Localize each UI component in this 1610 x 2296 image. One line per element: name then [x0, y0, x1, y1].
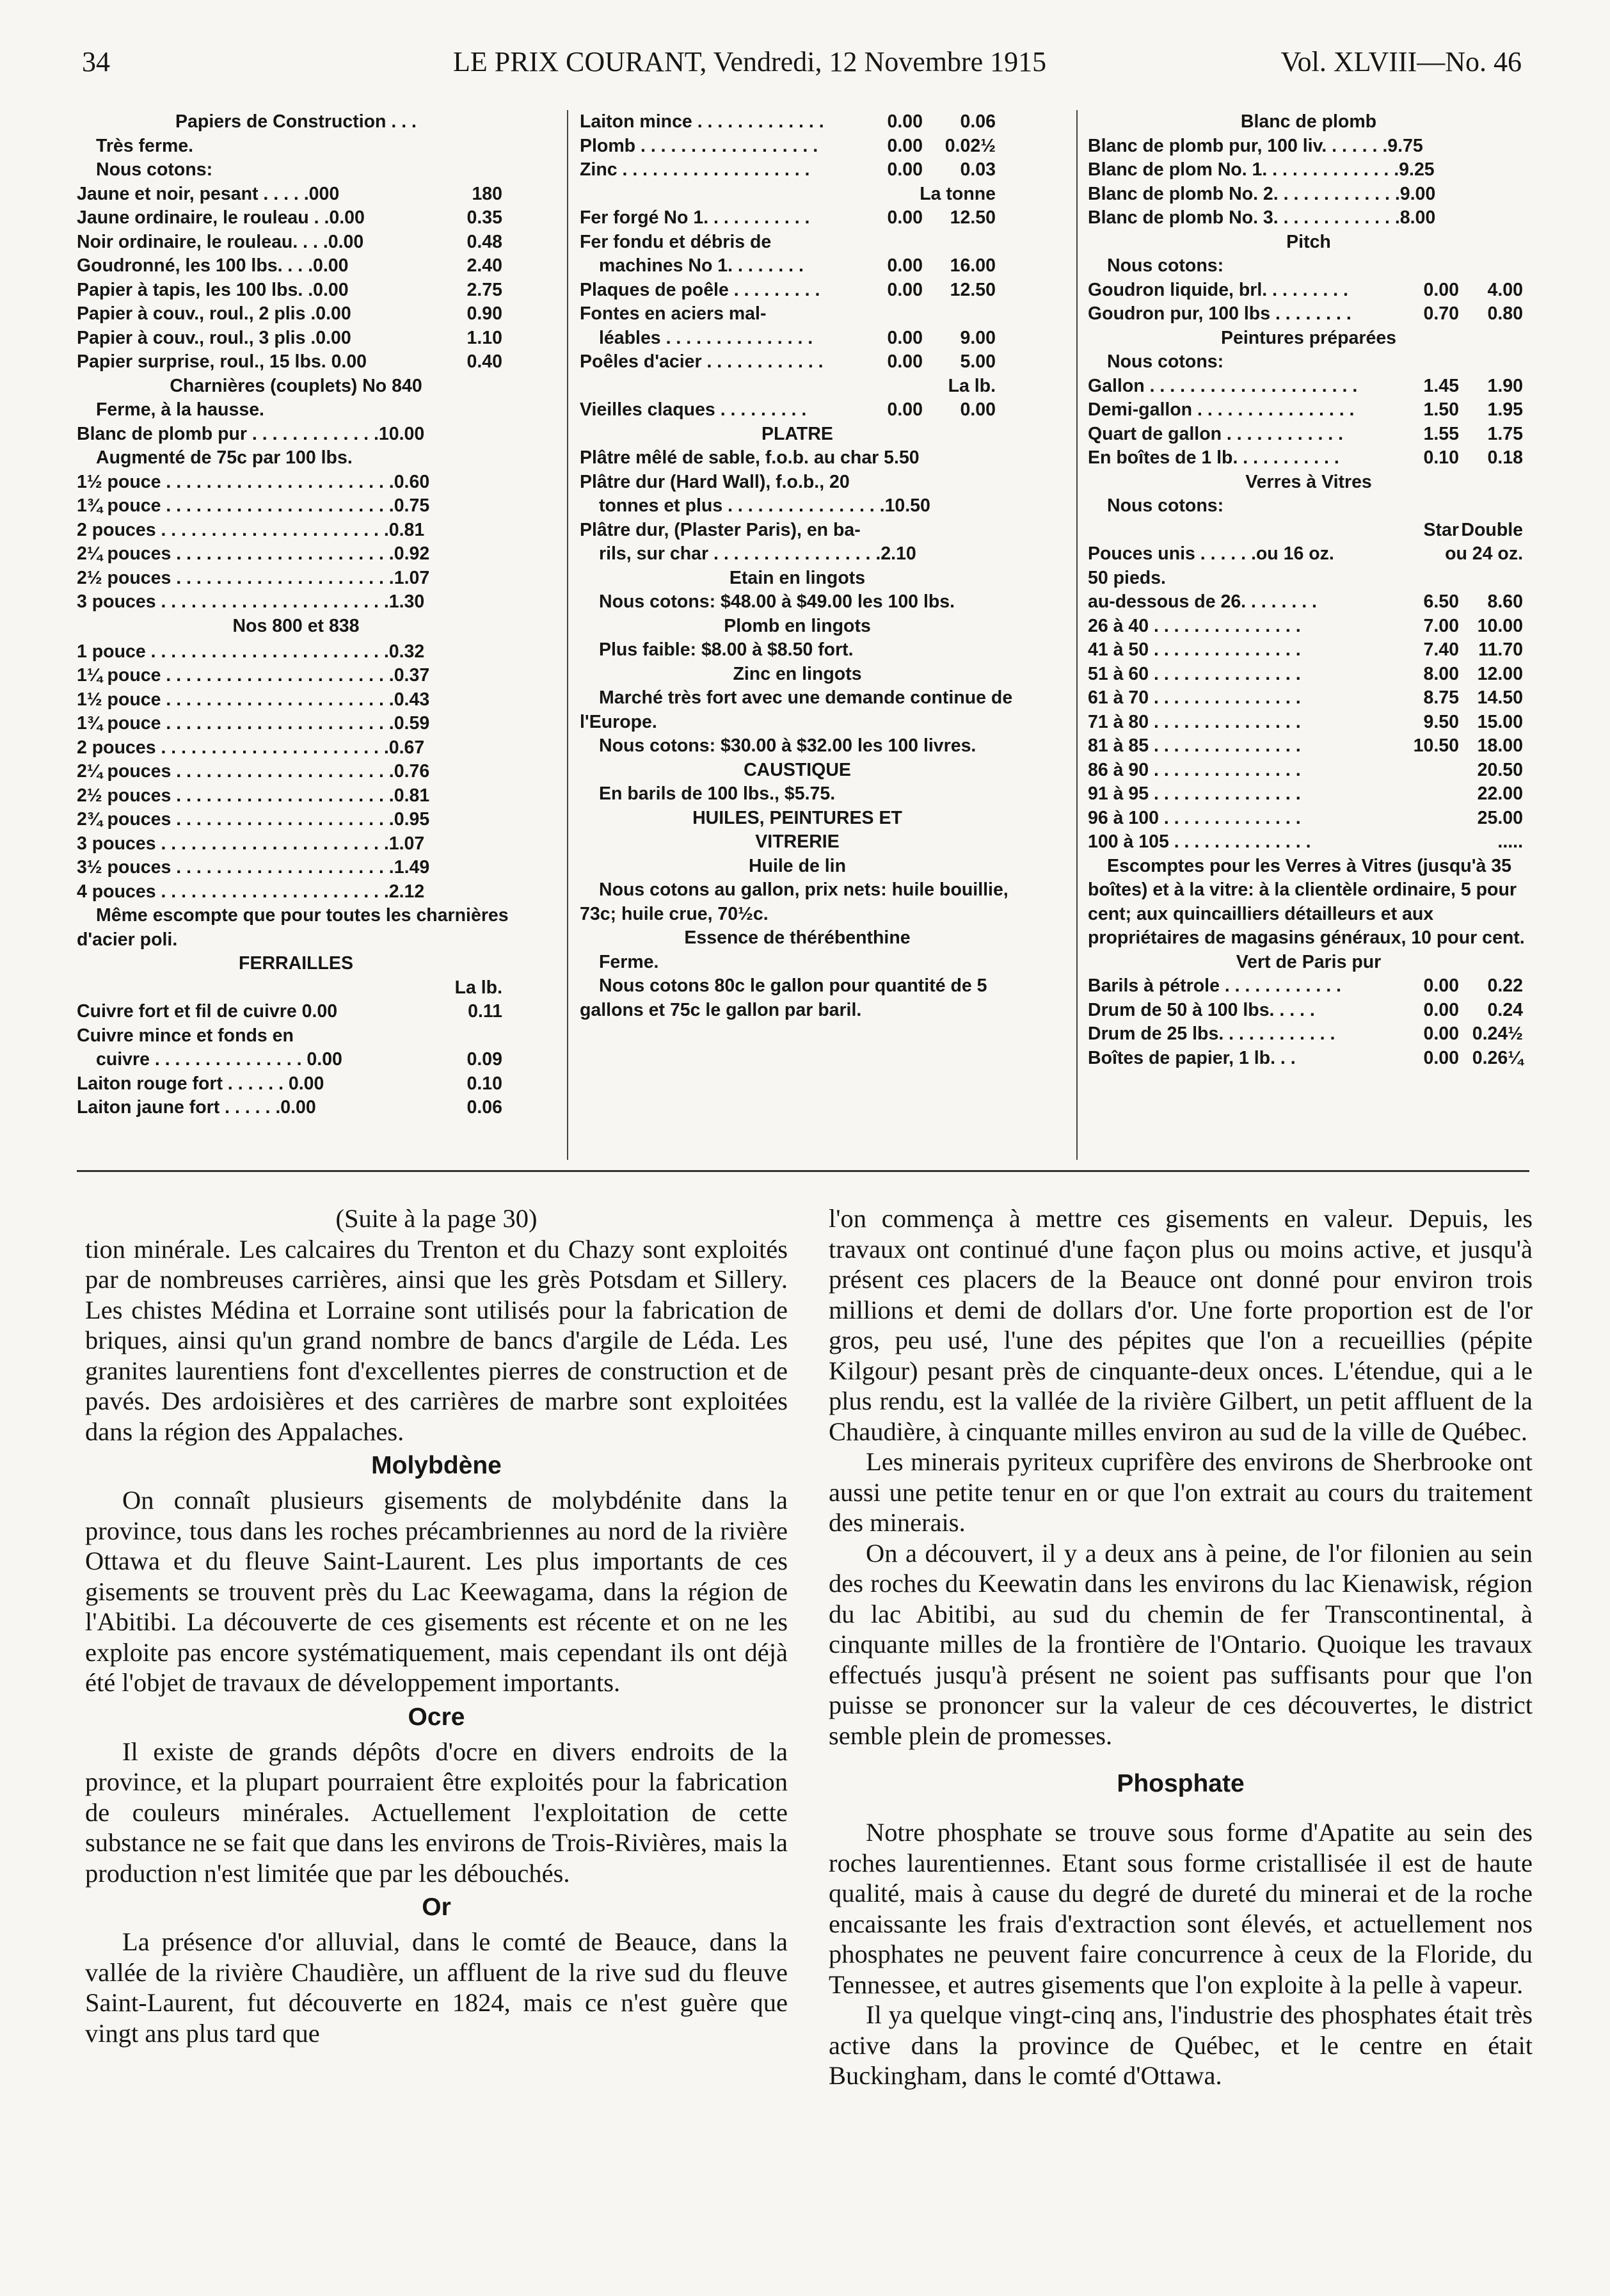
- subheading-molybdene: Molybdène: [371, 1452, 502, 1479]
- item-label: 1¾ pouce . . . . . . . . . . . . . . . . . . . . . . .0.75: [77, 495, 430, 516]
- price-row: [580, 278, 1015, 303]
- price-value: 0.00: [887, 279, 923, 300]
- price-row: [1088, 759, 1529, 783]
- section-heading: Charnières (couplets) No 840: [170, 375, 422, 396]
- item-label: 2½ pouces . . . . . . . . . . . . . . . . . . . . . .0.81: [77, 785, 430, 806]
- price-value: 25.00: [1477, 807, 1523, 828]
- price-row: [1088, 422, 1529, 447]
- item-label: au-dessous de 26. . . . . . . .: [1088, 591, 1317, 612]
- price-value: 0.90: [466, 303, 502, 324]
- section-heading: Pitch: [1286, 231, 1331, 252]
- price-value: 0.09: [466, 1049, 502, 1070]
- price-row: [77, 254, 515, 278]
- price-row: [1088, 206, 1529, 230]
- price-value: 4.00: [1487, 279, 1523, 300]
- price-row: [1088, 158, 1529, 182]
- price-value: 0.02½: [944, 135, 996, 156]
- price-value: 2.40: [466, 255, 502, 276]
- price-row: [1088, 614, 1529, 639]
- price-row: [580, 158, 1015, 182]
- item-label: Jaune ordinaire, le rouleau . .0.00: [77, 207, 365, 228]
- market-text: En barils de 100 lbs., $5.75.: [599, 783, 836, 804]
- price-value: 8.75: [1423, 687, 1459, 708]
- price-value: 12.00: [1477, 663, 1523, 684]
- price-row: [77, 302, 515, 326]
- price-row: [580, 110, 1015, 134]
- price-row: [77, 278, 515, 303]
- subheading-ocre: Ocre: [408, 1703, 465, 1731]
- unit-label: La lb.: [948, 375, 996, 396]
- market-note: Très ferme.: [96, 135, 194, 156]
- unit-label: La lb.: [454, 977, 502, 998]
- article-paragraph: Les minerais pyriteux cuprifère des environs de Sherbrooke ont aussi une petite tenur en or que l'on extrait au cours du traitement des minerais.: [829, 1447, 1533, 1537]
- price-value: 9.00: [960, 327, 996, 348]
- item-label: 2 pouces . . . . . . . . . . . . . . . . . . . . . . .0.67: [77, 737, 425, 758]
- article-paragraph: On a découvert, il y a deux ans à peine, de l'or filonien au sein des roches du Keewatin dans les environs du lac Kienawisk, région du lac Abitibi, au sud du chemin de fer Transcontinental, à cinquante milles de la frontière de l'Ontario. Quoique les travaux effectués jusqu'à présent ne soient pas suffisants pour que l'on puisse se prononcer sur la valeur de ces découvertes, le district semble plein de promesses.: [829, 1538, 1533, 1750]
- item-label: 2 pouces . . . . . . . . . . . . . . . . . . . . . . .0.81: [77, 519, 425, 540]
- price-value: 18.00: [1477, 735, 1523, 756]
- price-value: 0.22: [1487, 975, 1523, 996]
- section-heading: Etain en lingots: [729, 567, 866, 588]
- item-label: 2¼ pouces . . . . . . . . . . . . . . . . . . . . . .0.76: [77, 761, 430, 782]
- price-value: 0.10: [466, 1073, 502, 1094]
- price-row: [77, 1000, 515, 1024]
- price-value: 1.90: [1487, 375, 1523, 396]
- item-label: 3½ pouces . . . . . . . . . . . . . . . . . . . . . .1.49: [77, 857, 430, 878]
- price-row: [77, 542, 515, 566]
- price-row: [1088, 686, 1529, 710]
- price-value: 0.11: [468, 1001, 502, 1022]
- price-value: 0.00: [887, 111, 923, 132]
- item-label: machines No 1. . . . . . . .: [599, 255, 804, 276]
- price-row: [1088, 134, 1529, 159]
- market-text: Nous cotons: $48.00 à $49.00 les 100 lbs.: [599, 591, 955, 612]
- price-row: [1088, 398, 1529, 422]
- price-value: 180: [472, 183, 502, 204]
- item-label: Plâtre mêlé de sable, f.o.b. au char 5.50: [580, 447, 920, 468]
- section-heading: Zinc en lingots: [733, 663, 862, 684]
- price-value: 1.75: [1487, 423, 1523, 444]
- item-label: 26 à 40 . . . . . . . . . . . . . . .: [1088, 615, 1301, 636]
- price-row: [77, 566, 515, 591]
- price-value: 0.48: [466, 231, 502, 252]
- item-label: Laiton rouge fort . . . . . . 0.00: [77, 1073, 324, 1094]
- quote-intro: Nous cotons:: [1107, 351, 1224, 372]
- item-label: tonnes et plus . . . . . . . . . . . . . . . .10.50: [599, 495, 930, 516]
- article-paragraph: Il existe de grands dépôts d'ocre en divers endroits de la province, et la plupart pourraient être exploités pour la fabrication de couleurs minérales. Actuellement l'exploitation de cette substance ne se fait que dans les environs de Trois-Rivières, mais la production n'est limitée que par les débouchés.: [85, 1737, 788, 1888]
- price-value: 0.00: [1423, 1024, 1459, 1044]
- item-label: 2¼ pouces . . . . . . . . . . . . . . . . . . . . . .0.92: [77, 543, 430, 564]
- item-label: Laiton mince . . . . . . . . . . . . .: [580, 111, 824, 132]
- price-row: [1088, 278, 1529, 303]
- item-label: Drum de 50 à 100 lbs. . . . .: [1088, 999, 1315, 1020]
- price-value: .....: [1497, 831, 1523, 852]
- price-row: [1088, 302, 1529, 326]
- price-row: [77, 230, 515, 255]
- price-row: [77, 856, 515, 880]
- price-row: [1088, 374, 1529, 399]
- price-row: [77, 784, 515, 808]
- price-value: 8.00: [1423, 663, 1459, 684]
- price-value: 0.10: [1423, 447, 1459, 468]
- price-value: 0.00: [1423, 279, 1459, 300]
- item-label: 2½ pouces . . . . . . . . . . . . . . . . . . . . . .1.07: [77, 567, 430, 588]
- price-value: 0.06: [960, 111, 996, 132]
- item-label: Plâtre dur, (Plaster Paris), en ba-: [580, 519, 861, 540]
- price-row: [77, 494, 515, 518]
- price-row: [77, 736, 515, 760]
- quote-intro: Nous cotons:: [96, 159, 213, 180]
- item-label: Boîtes de papier, 1 lb. . .: [1088, 1047, 1296, 1068]
- section-rule: [77, 1170, 1529, 1172]
- column-header-star: Star: [1423, 519, 1459, 540]
- article-paragraph: Notre phosphate se trouve sous forme d'Apatite au sein des roches laurentiennes. Etant sous forme cristallisée il est de haute qualité, mais à cause du degré de dureté du minerai et de la roche encaissante les frais d'extraction sont élevés, et actuellement nos phosphates ne peuvent faire concurrence à ceux de la Floride, du Tennessee, et autres gisements que l'on exploite à la pelle à vapeur.: [829, 1818, 1533, 1999]
- price-row: [580, 350, 1015, 374]
- price-value: 15.00: [1477, 711, 1523, 732]
- price-value: 6.50: [1423, 591, 1459, 612]
- item-label: 3 pouces . . . . . . . . . . . . . . . . . . . . . . .1.07: [77, 833, 425, 854]
- item-label: Blanc de plomb No. 2. . . . . . . . . . . . .9.00: [1088, 183, 1436, 204]
- article-paragraph: On connaît plusieurs gisements de molybdénite dans la province, tous dans les roches précambriennes au nord de la rivière Ottawa et du fleuve Saint-Laurent. Les plus importants de ces gisements se trouvent près du Lac Keewagama, dans la région de l'Abitibi. La découverte de ces gisements est récente et on ne les exploite pas encore systématiquement, mais cependant ils ont déjà été l'objet de travaux de développement importants.: [85, 1486, 788, 1697]
- section-heading: VITRERIE: [755, 831, 840, 852]
- item-label: 81 à 85 . . . . . . . . . . . . . . .: [1088, 735, 1301, 756]
- item-label: Demi-gallon . . . . . . . . . . . . . . . .: [1088, 399, 1355, 420]
- price-value: 1.10: [466, 327, 502, 348]
- glass-unit: 50 pieds.: [1088, 567, 1166, 588]
- price-row: [77, 832, 515, 856]
- item-label: 86 à 90 . . . . . . . . . . . . . . .: [1088, 759, 1301, 780]
- item-label: 1¾ pouce . . . . . . . . . . . . . . . . . . . . . . .0.59: [77, 713, 430, 734]
- price-row: [1088, 662, 1529, 687]
- price-value: 0.40: [466, 351, 502, 372]
- item-label: Papier surprise, roul., 15 lbs. 0.00: [77, 351, 367, 372]
- price-value: 0.18: [1487, 447, 1523, 468]
- article-paragraph: tion minérale. Les calcaires du Trenton et du Chazy sont exploités par de nombreuses carrières, ainsi que les grès Potsdam et Sillery. Les chistes Médina et Lorraine sont utilisés pour la fabrication de briques, ainsi qu'un grand nombre de bancs d'argile de Léda. Les granites laurentiens font d'excellentes pierres de construction et de pavés. Des ardoisières et des carrières de marbre sont exploitées dans la région des Appalaches.: [85, 1234, 788, 1446]
- price-value: 0.24½: [1472, 1024, 1523, 1044]
- page-number: 34: [82, 46, 110, 77]
- item-label: Gallon . . . . . . . . . . . . . . . . . . . . .: [1088, 375, 1358, 396]
- price-row: [77, 350, 515, 374]
- price-row: [580, 542, 1015, 566]
- item-label: Jaune et noir, pesant . . . . .000: [77, 183, 340, 204]
- price-row: [1088, 638, 1529, 662]
- price-row: [1088, 710, 1529, 735]
- article-paragraph: l'on commença à mettre ces gisements en valeur. Depuis, les travaux ont continué d'une façon plus ou moins active, et jusqu'à présent ces placers de la Beauce ont donné pour environ trois millions et demi de dollars d'or. Une forte proportion est de l'or gros, peu usé, l'une des pépites que l'on a recueillies (pépite Kilgour) pesant près de cinquante-deux onces. L'étendue, qui a le plus rendu, est la vallée de la rivière Gilbert, un petit affluent de la Chaudière, à cinquante milles environ au sud de la ville de Québec.: [829, 1204, 1533, 1446]
- price-value: 0.00: [887, 207, 923, 228]
- masthead-title: LE PRIX COURANT, Vendredi, 12 Novembre 1915: [453, 46, 1047, 77]
- price-value: 0.35: [466, 207, 502, 228]
- price-value: 0.00: [1423, 999, 1459, 1020]
- price-value: 7.00: [1423, 615, 1459, 636]
- item-label: Goudron liquide, brl. . . . . . . . .: [1088, 279, 1348, 300]
- section-heading: Peintures préparées: [1220, 327, 1397, 348]
- price-value: 1.55: [1423, 423, 1459, 444]
- item-label: Poêles d'acier . . . . . . . . . . . .: [580, 351, 824, 372]
- price-row: [77, 880, 515, 904]
- price-value: 10.00: [1477, 615, 1523, 636]
- item-label: 3 pouces . . . . . . . . . . . . . . . . . . . . . . .1.30: [77, 591, 425, 612]
- quote-intro: Nous cotons:: [1107, 495, 1224, 516]
- section-heading: CAUSTIQUE: [744, 759, 851, 780]
- continuation-note: (Suite à la page 30): [335, 1204, 538, 1233]
- item-label: Papier à tapis, les 100 lbs. .0.00: [77, 279, 349, 300]
- market-text: Marché très fort avec une demande continue de l'Europe.: [580, 687, 1013, 732]
- item-label: léables . . . . . . . . . . . . . . .: [599, 327, 813, 348]
- price-column-1: [77, 110, 515, 1120]
- price-value: 0.24: [1487, 999, 1523, 1020]
- section-heading: Huile de lin: [748, 855, 847, 876]
- price-row: [580, 470, 1015, 495]
- price-value: 1.45: [1423, 375, 1459, 396]
- item-label: 1 pouce . . . . . . . . . . . . . . . . . . . . . . . .0.32: [77, 641, 425, 662]
- price-row: [77, 182, 515, 207]
- item-label: Cuivre mince et fonds en: [77, 1025, 294, 1046]
- item-label: Papier à couv., roul., 3 plis .0.00: [77, 327, 351, 348]
- item-label: Plâtre dur (Hard Wall), f.o.b., 20: [580, 471, 850, 492]
- article-column-left: [85, 1203, 788, 2048]
- price-row: [580, 446, 1015, 470]
- price-row: [580, 326, 1015, 351]
- item-label: Papier à couv., roul., 2 plis .0.00: [77, 303, 351, 324]
- quote-intro: Nous cotons:: [1107, 255, 1224, 276]
- price-value: 11.70: [1478, 639, 1523, 660]
- price-row: [77, 760, 515, 784]
- price-value: 10.50: [1413, 735, 1459, 756]
- item-label: Quart de gallon . . . . . . . . . . . .: [1088, 423, 1344, 444]
- price-row: [1088, 807, 1529, 831]
- section-heading: PLATRE: [761, 423, 833, 444]
- section-heading: FERRAILLES: [239, 953, 353, 974]
- item-label: 4 pouces . . . . . . . . . . . . . . . . . . . . . . .2.12: [77, 881, 425, 902]
- item-label: 1½ pouce . . . . . . . . . . . . . . . . . . . . . . .0.60: [77, 471, 430, 492]
- price-row: [1088, 182, 1529, 207]
- market-text: Plus faible: $8.00 à $8.50 fort.: [599, 639, 854, 660]
- price-value: 2.75: [466, 279, 502, 300]
- market-text: Nous cotons: $30.00 à $32.00 les 100 livres.: [599, 735, 976, 756]
- price-row: [580, 302, 1015, 326]
- price-row: [77, 206, 515, 230]
- price-value: 0.06: [466, 1097, 502, 1118]
- price-row: [1088, 830, 1529, 855]
- item-label: Goudronné, les 100 lbs. . . .0.00: [77, 255, 349, 276]
- price-row: Vieilles claques . . . . . . . . . 0.00 0.00: [580, 399, 996, 420]
- glass-size-header: Pouces unis . . . . . .ou 16 oz.: [1088, 543, 1334, 564]
- price-row: [77, 590, 515, 614]
- item-label: 91 à 95 . . . . . . . . . . . . . . .: [1088, 783, 1301, 804]
- section-heading: Nos 800 et 838: [232, 615, 360, 636]
- price-value: 0.03: [960, 159, 996, 180]
- section-heading: Blanc de plomb: [1240, 111, 1377, 132]
- price-row: [77, 808, 515, 832]
- item-label: Plomb . . . . . . . . . . . . . . . . . .: [580, 135, 818, 156]
- price-column-3: [1088, 110, 1529, 1070]
- glass-weight-header: ou 24 oz.: [1445, 543, 1523, 564]
- price-value: 0.00: [887, 351, 923, 372]
- price-row: [580, 254, 1015, 278]
- column-rule: [1076, 110, 1078, 1160]
- unit-label: La tonne: [920, 183, 996, 204]
- item-label: Noir ordinaire, le rouleau. . . .0.00: [77, 231, 364, 252]
- section-heading: Verres à Vitres: [1245, 471, 1372, 492]
- section-heading: Essence de thérébenthine: [684, 927, 911, 948]
- item-label: Plaques de poêle . . . . . . . . .: [580, 279, 820, 300]
- discount-note: Escomptes pour les Verres à Vitres (jusqu'à 35 boîtes) et à la vitre: à la clientèle ordinaire, 5 pour cent; aux quincailliers détailleurs et aux propriétaires de magasins généraux, 10 pour cent.: [1088, 855, 1525, 948]
- price-row: [1088, 999, 1529, 1023]
- item-label: 71 à 80 . . . . . . . . . . . . . . .: [1088, 711, 1301, 732]
- price-value: 0.00: [887, 159, 923, 180]
- item-label: Goudron pur, 100 lbs . . . . . . . .: [1088, 303, 1351, 324]
- item-label: 96 à 100 . . . . . . . . . . . . . .: [1088, 807, 1301, 828]
- market-text: Nous cotons 80c le gallon pour quantité de 5 gallons et 75c le gallon par baril.: [580, 975, 987, 1020]
- item-label: Cuivre fort et fil de cuivre 0.00: [77, 1001, 338, 1022]
- column-rule: [567, 110, 568, 1160]
- page-header: [82, 40, 1522, 84]
- price-value: 0.26¼: [1472, 1047, 1523, 1068]
- item-label: Drum de 25 lbs. . . . . . . . . . . .: [1088, 1024, 1335, 1044]
- price-value: 0.00: [887, 327, 923, 348]
- section-heading: HUILES, PEINTURES ET: [692, 807, 902, 828]
- price-value: 9.50: [1423, 711, 1459, 732]
- market-note: Ferme.: [599, 951, 659, 972]
- item-label: 1¼ pouce . . . . . . . . . . . . . . . . . . . . . . .0.37: [77, 665, 430, 686]
- price-value: 20.50: [1477, 759, 1523, 780]
- item-label: Blanc de plomb No. 3. . . . . . . . . . . . .8.00: [1088, 207, 1436, 228]
- volume-number: Vol. XLVIII—No. 46: [1280, 46, 1522, 77]
- item-label: rils, sur char . . . . . . . . . . . . . . . . .2.10: [599, 543, 916, 564]
- subheading-phosphate: Phosphate: [1117, 1770, 1245, 1797]
- price-value: 0.00: [887, 255, 923, 276]
- price-value: 0.00: [887, 135, 923, 156]
- item-label: 51 à 60 . . . . . . . . . . . . . . .: [1088, 663, 1301, 684]
- item-label: Blanc de plomb pur, 100 liv. . . . . . .9.75: [1088, 135, 1423, 156]
- item-label: 61 à 70 . . . . . . . . . . . . . . .: [1088, 687, 1301, 708]
- item-label: 1½ pouce . . . . . . . . . . . . . . . . . . . . . . .0.43: [77, 689, 430, 710]
- price-value: 22.00: [1477, 783, 1523, 804]
- item-label: Laiton jaune fort . . . . . .0.00: [77, 1097, 316, 1118]
- price-row: [1088, 782, 1529, 807]
- item-label: Fontes en aciers mal-: [580, 303, 767, 324]
- market-note: Ferme, à la hausse.: [96, 399, 264, 420]
- price-value: 8.60: [1487, 591, 1523, 612]
- price-value: 7.40: [1423, 639, 1459, 660]
- price-value: 5.00: [960, 351, 996, 372]
- price-row: [77, 640, 515, 664]
- article-column-right: [829, 1203, 1533, 2091]
- price-row: [580, 230, 1015, 255]
- item-label: Fer fondu et débris de: [580, 231, 772, 252]
- item-label: Fer forgé No 1. . . . . . . . . . .: [580, 207, 810, 228]
- price-value: 16.00: [950, 255, 996, 276]
- price-row: [77, 688, 515, 712]
- price-row: [1088, 1047, 1529, 1071]
- item-label: cuivre . . . . . . . . . . . . . . . 0.00: [96, 1049, 342, 1070]
- section-heading: Papiers de Construction . . .: [175, 111, 417, 132]
- price-row: [77, 470, 515, 495]
- item-label: 100 à 105 . . . . . . . . . . . . . .: [1088, 831, 1311, 852]
- price-row: [1088, 974, 1529, 999]
- item-label: Barils à pétrole . . . . . . . . . . . .: [1088, 975, 1341, 996]
- item-label: 2¾ pouces . . . . . . . . . . . . . . . . . . . . . .0.95: [77, 809, 430, 830]
- column-header-double: Double: [1461, 519, 1523, 540]
- discount-note: Même escompte que pour toutes les charnières d'acier poli.: [77, 905, 509, 950]
- item-label: Blanc de plom No. 1. . . . . . . . . . . . . .9.25: [1088, 159, 1435, 180]
- price-value: 0.70: [1423, 303, 1459, 324]
- price-value: 0.00: [1423, 1047, 1459, 1068]
- price-value: 12.50: [950, 207, 996, 228]
- price-row: [77, 326, 515, 351]
- price-row: [77, 1024, 515, 1048]
- price-row: [1088, 734, 1529, 759]
- item-label: Zinc . . . . . . . . . . . . . . . . . . .: [580, 159, 810, 180]
- article-paragraph: Il ya quelque vingt-cinq ans, l'industrie des phosphates était très active dans la province de Québec, et le centre en était Buckingham, dans le comté d'Ottawa.: [829, 2000, 1533, 2090]
- price-value: 14.50: [1477, 687, 1523, 708]
- price-row: [77, 712, 515, 736]
- item-label: En boîtes de 1 lb. . . . . . . . . . .: [1088, 447, 1339, 468]
- article-paragraph: La présence d'or alluvial, dans le comté de Beauce, dans la vallée de la rivière Chaudière, un affluent de la rive sud du fleuve Saint-Laurent, fut découverte en 1824, mais ce n'est guère que vingt ans plus tard que: [85, 1927, 788, 2048]
- price-row: [580, 134, 1015, 159]
- section-heading: Plomb en lingots: [724, 615, 871, 636]
- price-row: [580, 494, 1015, 518]
- price-row: [1088, 1022, 1529, 1047]
- item-label: 41 à 50 . . . . . . . . . . . . . . .: [1088, 639, 1301, 660]
- price-value: 0.00: [1423, 975, 1459, 996]
- price-column-2: [580, 110, 1015, 1022]
- price-row: [77, 664, 515, 688]
- price-row: [580, 518, 1015, 543]
- price-row: [77, 1096, 515, 1120]
- price-row: [77, 1072, 515, 1096]
- price-value: 0.80: [1487, 303, 1523, 324]
- price-row: [77, 518, 515, 543]
- price-value: 1.95: [1487, 399, 1523, 420]
- price-line: Blanc de plomb pur . . . . . . . . . . . . .10.00: [77, 423, 425, 444]
- market-text: Nous cotons au gallon, prix nets: huile bouillie, 73c; huile crue, 70½c.: [580, 879, 1008, 924]
- price-row: [1088, 446, 1529, 470]
- price-row: [1088, 590, 1529, 614]
- subheading-or: Or: [422, 1893, 451, 1921]
- market-note: Augmenté de 75c par 100 lbs.: [96, 447, 353, 468]
- price-value: 1.50: [1423, 399, 1459, 420]
- price-value: 12.50: [950, 279, 996, 300]
- price-row: [77, 1048, 515, 1072]
- price-row: [580, 206, 1015, 230]
- section-heading: Vert de Paris pur: [1236, 951, 1382, 972]
